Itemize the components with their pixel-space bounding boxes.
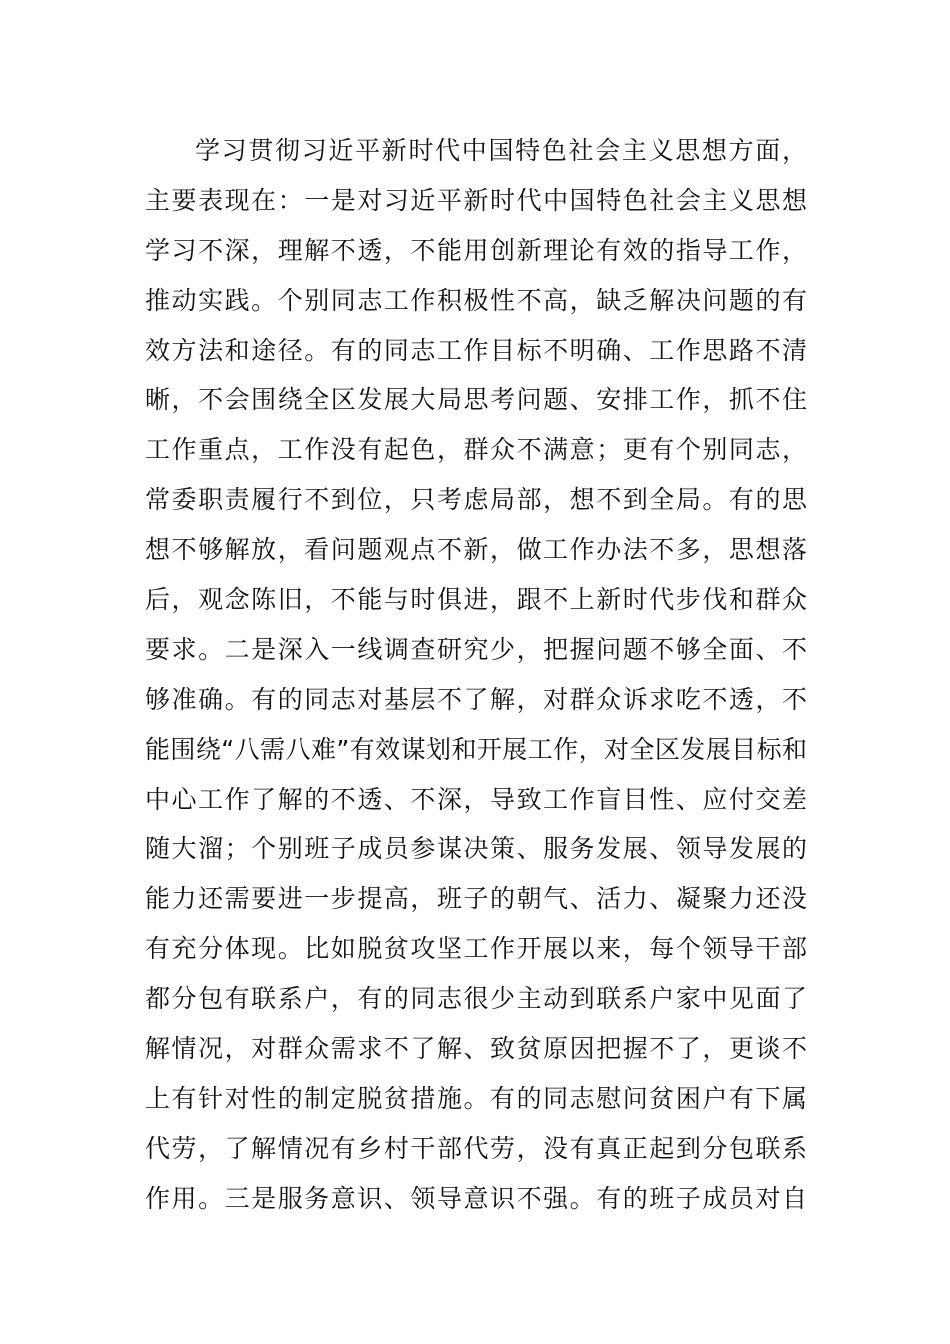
text-line: 中心工作了解的不透、不深，导致工作盲目性、应付交差 xyxy=(145,784,807,814)
text-line: 后，观念陈旧，不能与时俱进，跟不上新时代步伐和群众 xyxy=(145,585,807,615)
text-line: 晰，不会围绕全区发展大局思考问题、安排工作，抓不住 xyxy=(145,385,807,415)
text-line: 随大溜；个别班子成员参谋决策、服务发展、领导发展的 xyxy=(145,834,807,864)
text-line: 学习贯彻习近平新时代中国特色社会主义思想方面， xyxy=(195,136,807,165)
text-line: 主要表现在：一是对习近平新时代中国特色社会主义思想 xyxy=(145,185,807,215)
text-line: 能围绕“八需八难”有效谋划和开展工作，对全区发展目标和 xyxy=(145,734,807,764)
text-line: 效方法和途径。有的同志工作目标不明确、工作思路不清 xyxy=(145,335,807,365)
text-line: 工作重点，工作没有起色，群众不满意；更有个别同志， xyxy=(145,435,807,465)
text-line: 都分包有联系户，有的同志很少主动到联系户家中见面了 xyxy=(145,984,807,1014)
text-line: 够准确。有的同志对基层不了解，对群众诉求吃不透，不 xyxy=(145,684,807,714)
text-line: 作用。三是服务意识、领导意识不强。有的班子成员对自 xyxy=(145,1183,807,1213)
text-line: 上有针对性的制定脱贫措施。有的同志慰问贫困户有下属 xyxy=(145,1083,807,1113)
body-paragraph xyxy=(145,126,807,1224)
text-line: 要求。二是深入一线调查研究少，把握问题不够全面、不 xyxy=(145,634,807,664)
text-line: 常委职责履行不到位，只考虑局部，想不到全局。有的思 xyxy=(145,485,807,515)
text-line: 推动实践。个别同志工作积极性不高，缺乏解决问题的有 xyxy=(145,285,807,315)
text-line: 能力还需要进一步提高，班子的朝气、活力、凝聚力还没 xyxy=(145,884,807,914)
text-line: 学习不深，理解不透，不能用创新理论有效的指导工作， xyxy=(145,235,807,265)
text-line: 有充分体现。比如脱贫攻坚工作开展以来，每个领导干部 xyxy=(145,934,807,964)
text-line: 解情况，对群众需求不了解、致贫原因把握不了，更谈不 xyxy=(145,1034,807,1064)
text-line: 代劳，了解情况有乡村干部代劳，没有真正起到分包联系 xyxy=(145,1133,807,1163)
text-line: 想不够解放，看问题观点不新，做工作办法不多，思想落 xyxy=(145,535,807,565)
